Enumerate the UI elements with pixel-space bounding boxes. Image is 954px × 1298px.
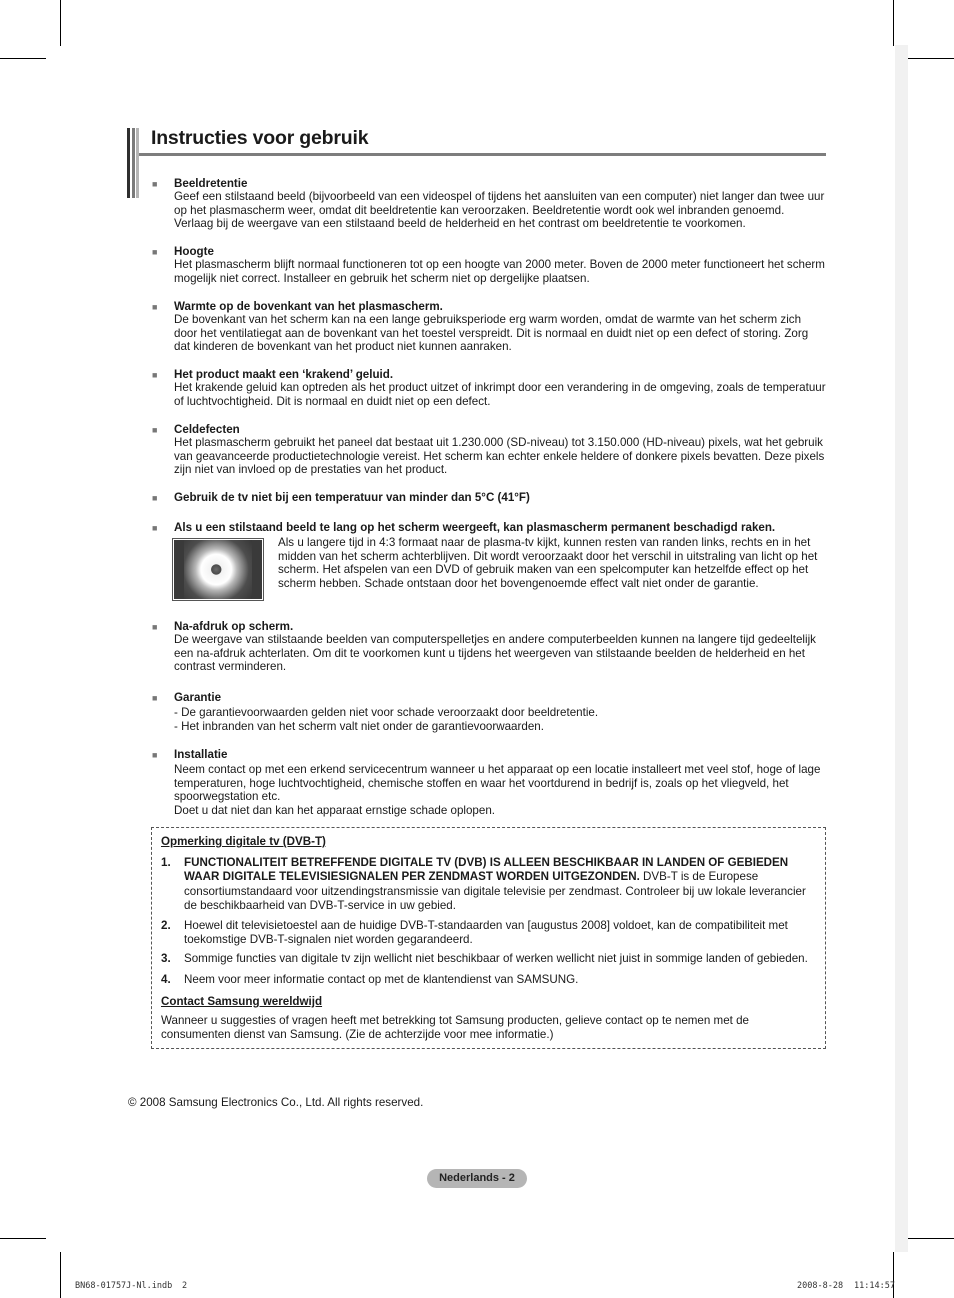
dvb-t-note-box [151,827,826,1049]
sunflower-tv-image [172,538,264,601]
title-underline [139,153,826,156]
crop-mark [908,58,954,59]
note-item [161,973,811,987]
note-number: 4. [161,973,171,986]
square-bullet-icon: ■ [152,179,158,189]
print-date: 2008-8-28 [797,1281,844,1291]
square-bullet-icon: ■ [152,693,158,703]
note-heading: Opmerking digitale tv (DVB-T) [161,835,326,848]
section-title: Gebruik de tv niet bij een temperatuur van minder dan 5°C (41°F) [174,491,530,504]
note-item [161,919,811,948]
crop-mark [0,58,46,59]
crop-mark [60,1252,61,1298]
contact-heading: Contact Samsung wereldwijd [161,995,323,1008]
print-page-number: 2 [182,1281,188,1291]
square-bullet-icon: ■ [152,247,158,257]
page-title: Instructies voor gebruik [151,127,369,149]
section-installatie [152,748,826,817]
square-bullet-icon: ■ [152,750,158,760]
note-number: 2. [161,919,171,932]
section-body: Het plasmascherm blijft normaal functioneren tot op een hoogte van 2000 meter. Boven de 2000 meter functioneert het scherm mogelijk niet correct. Installeer en gebruik het scherm niet op dergelijke plaatsen. [174,258,825,285]
section-stilstaand-beeld [152,521,826,590]
crop-mark [893,1252,894,1298]
section-body: Als u langere tijd in 4:3 formaat naar de plasma-tv kijkt, kunnen resten van randen links, rechts en in het midden van het scherm achterblijven. Dit wordt veroorzaakt door het verschil in uitstraling van licht op het scherm. Het afspelen van een DVD of gebruik maken van een spelcomputer kan hetzelfde effect op het scherm hebben. Schade ontstaan door het bovengenoemde effect valt niet onder de garantie. [278,536,818,590]
title-accent-bars [127,128,139,198]
note-text: DVB-T is de Europese consortiumstandaard voor uitzendingstransmissie van digitale televisie per zendmast. Controleer bij uw lokale leverancier de beschikbaarheid van DVB-T-service in uw gebied. [184,870,806,913]
note-item [161,856,811,914]
section-body: Geef een stilstaand beeld (bijvoorbeeld van een videospel of tijdens het aansluiten van een computer) niet langer dan twee uur op het plasmascherm weer, omdat dit beeldretentie kan veroorzaken. Beeldretentie wordt ook wel inbranden genoemd. Verlaag bij de weergave van een stilstaand beeld de helderheid en het contrast om beeldretentie te voorkomen. [174,190,825,231]
section-beeldretentie [152,177,826,231]
crop-mark [60,0,61,46]
section-temperatuur [152,491,826,504]
section-title: Na-afdruk op scherm. [174,620,294,633]
section-title: Beeldretentie [174,177,248,190]
garantie-line: - De garantievoorwaarden gelden niet voor schade veroorzaakt door beeldretentie. [174,706,599,720]
section-title: Als u een stilstaand beeld te lang op het scherm weergeeft, kan plasmascherm permanent beschadigd raken. [174,521,776,534]
note-text: Neem voor meer informatie contact op met de klantendienst van SAMSUNG. [184,973,579,986]
page-number-badge: Nederlands - 2 [427,1169,527,1188]
square-bullet-icon: ■ [152,302,158,312]
square-bullet-icon: ■ [152,622,158,632]
section-body: Het krakende geluid kan optreden als het product uitzet of inkrimpt door een verandering in de omgeving, zoals de temperatuur of luchtvochtigheid. Dit is normaal en duidt niet op een defect. [174,381,826,408]
section-title: Installatie [174,748,228,761]
crop-mark [908,1238,954,1239]
section-garantie [152,691,826,733]
section-body: De bovenkant van het scherm kan na een lange gebruiksperiode erg warm worden, omdat de warmte van het scherm zich door het ventilatiegat aan de bovenkant van het toestel verspreidt. Dit is normaal en duidt niet op een defect of storing. Zorg dat kinderen de bovenkant van het product niet kunnen aanraken. [174,313,809,354]
note-text: Sommige functies van digitale tv zijn wellicht niet beschikbaar of werken wellicht niet juist in sommige landen of gebieden. [184,952,808,965]
square-bullet-icon: ■ [152,370,158,380]
square-bullet-icon: ■ [152,493,158,503]
section-na-afdruk [152,620,826,674]
square-bullet-icon: ■ [152,425,158,435]
section-body: Het plasmascherm gebruikt het paneel dat bestaat uit 1.230.000 (SD-niveau) tot 3.150.000 (HD-niveau) pixels, wat het gebruik van geavanceerde productietechnologie vereist. Het scherm kan echter enkele heldere of donkere pixels bevatten. Deze pixels zijn niet van invloed op de prestaties van het product. [174,436,825,477]
crop-mark [893,0,894,46]
section-title: Celdefecten [174,423,240,436]
section-krakend-geluid [152,368,826,408]
note-text: Hoewel dit televisietoestel aan de huidige DVB-T-standaarden van [augustus 2008] voldoet, kan de compatibiliteit met toekomstige DVB-T-signalen niet worden gegarandeerd. [184,919,788,947]
section-title: Warmte op de bovenkant van het plasmascherm. [174,300,443,313]
note-bold-text: FUNCTIONALITEIT BETREFFENDE DIGITALE TV (DVB) IS ALLEEN BESCHIKBAAR IN LANDEN OF GEBIEDEN WAAR DIGITALE TELEVISIESIGNALEN PER ZENDMAST WORDEN UITGEZONDEN. [184,856,789,884]
print-time: 11:14:57 [854,1281,895,1291]
copyright-text: © 2008 Samsung Electronics Co., Ltd. All rights reserved. [128,1096,424,1109]
contact-text: Wanneer u suggesties of vragen heeft met betrekking tot Samsung producten, gelieve contact op te nemen met de consumenten dienst van Samsung. (Zie de achterzijde voor mee informatie.) [161,1014,749,1042]
section-warmte [152,300,826,354]
crop-mark [0,1238,46,1239]
section-body: Neem contact op met een erkend servicecentrum wanneer u het apparaat op een locatie installeert met veel stof, hoge of lage temperaturen, hoge luchtvochtigheid, chemische stoffen en waar het voortdurend in bedrijf is, zoals op het vliegveld, het spoorwegstation etc. [174,763,821,804]
square-bullet-icon: ■ [152,523,158,533]
section-title: Garantie [174,691,222,704]
page-edge-strip [895,45,908,1252]
section-body: De weergave van stilstaande beelden van computerspelletjes en andere computerbeelden kunnen na langere tijd gedeeltelijk een na-afdruk achterlaten. Om dit te voorkomen kunt u tijdens het weergeven van stilstaande beelden de helderheid en het contrast verminderen. [174,633,816,674]
note-item [161,952,811,966]
print-file-name: BN68-01757J-Nl.indb [75,1281,173,1291]
section-body: Doet u dat niet dan kan het apparaat ernstige schade oplopen. [174,803,495,817]
garantie-line: - Het inbranden van het scherm valt niet onder de garantievoorwaarden. [174,719,544,733]
note-number: 1. [161,856,171,869]
section-celdefecten [152,423,826,477]
section-title: Het product maakt een ‘krakend’ geluid. [174,368,394,381]
section-hoogte [152,245,826,285]
section-title: Hoogte [174,245,214,258]
note-number: 3. [161,952,171,965]
